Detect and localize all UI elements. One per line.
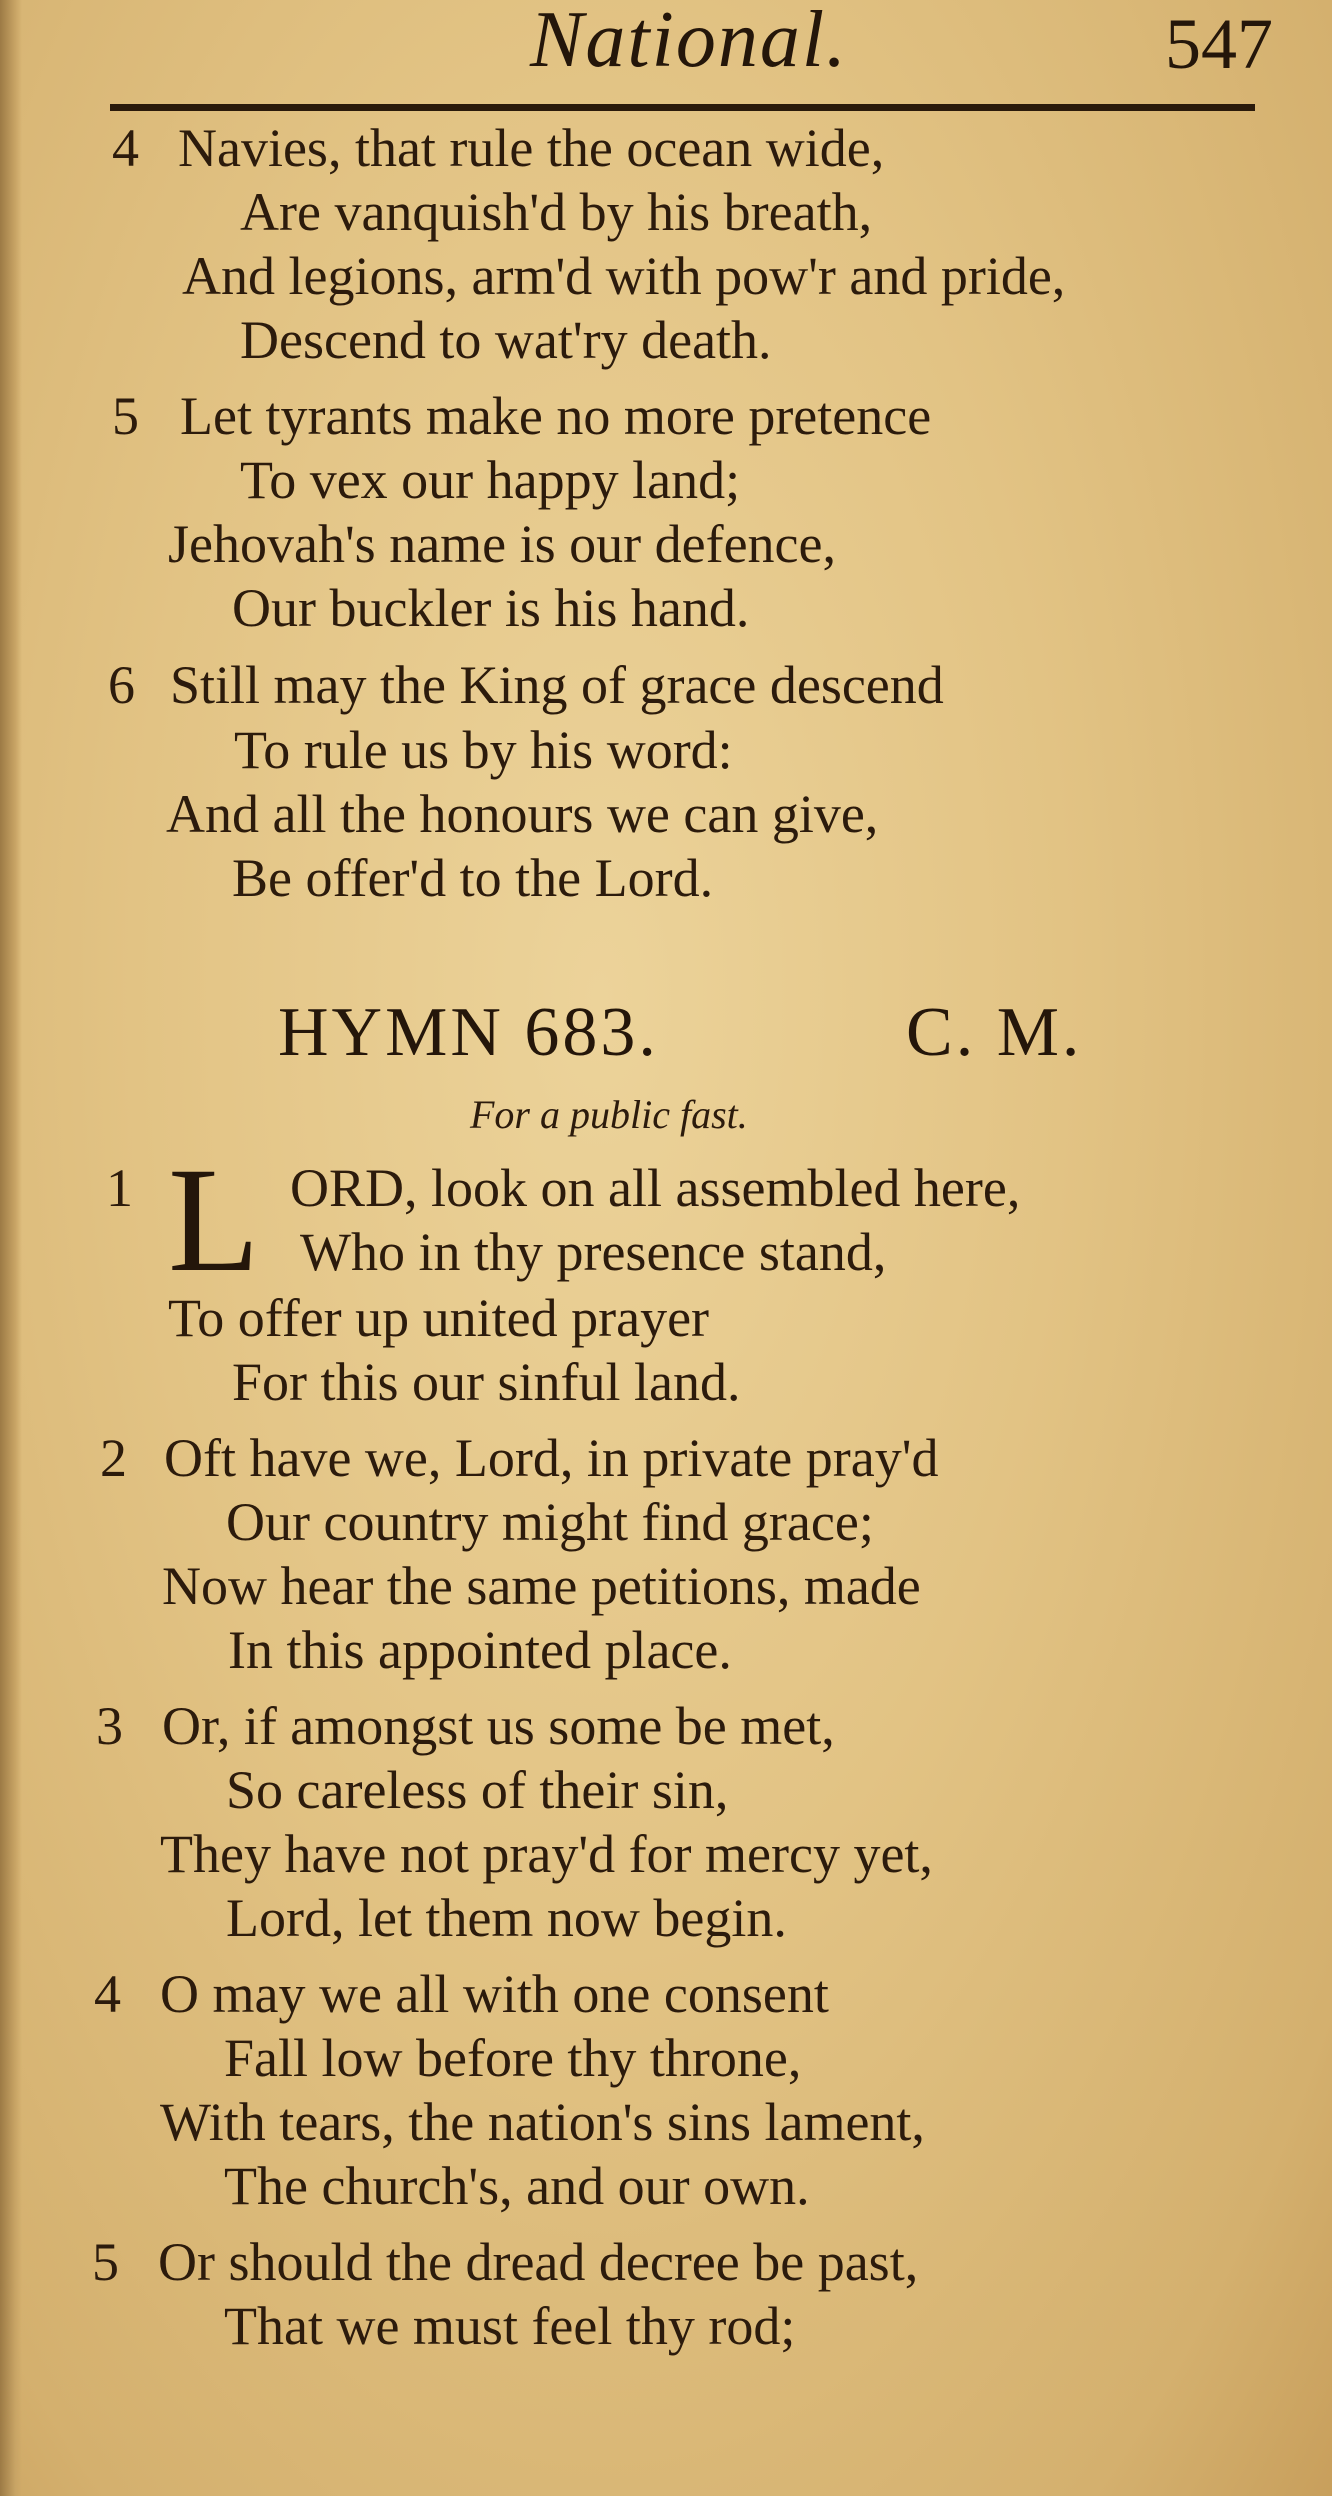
verse-line: So careless of their sin,	[226, 1760, 729, 1820]
verse-line: Navies, that rule the ocean wide,	[178, 118, 885, 178]
verse-line: Oft have we, Lord, in private pray'd	[164, 1428, 939, 1488]
verse-line: Who in thy presence stand,	[300, 1222, 887, 1282]
verse-line: They have not pray'd for mercy yet,	[160, 1824, 933, 1884]
verse-line: Our buckler is his hand.	[232, 578, 750, 638]
verse-line: To offer up united prayer	[168, 1288, 710, 1348]
verse-line: ORD, look on all assembled here,	[290, 1158, 1021, 1218]
verse-line: That we must feel thy rod;	[224, 2296, 796, 2356]
verse-line: Now hear the same petitions, made	[162, 1556, 921, 1616]
hymn-subtitle: For a public fast.	[470, 1092, 748, 1137]
verse-line: Our country might find grace;	[226, 1492, 874, 1552]
verse-number: 3	[96, 1696, 123, 1756]
verse-line: Or, if amongst us some be met,	[162, 1696, 835, 1756]
verse-line: With tears, the nation's sins lament,	[160, 2092, 925, 2152]
page-binding-edge	[0, 0, 22, 2496]
verse-line: Fall low before thy throne,	[224, 2028, 802, 2088]
verse-line: For this our sinful land.	[232, 1352, 741, 1412]
verse-line: Descend to wat'ry death.	[240, 310, 772, 370]
verse-line: The church's, and our own.	[224, 2156, 810, 2216]
hymn-title: HYMN 683.	[278, 994, 659, 1071]
verse-line: Are vanquish'd by his breath,	[240, 182, 873, 242]
verse-line: Or should the dread decree be past,	[158, 2232, 919, 2292]
verse-line: To vex our happy land;	[240, 450, 741, 510]
page-number: 547	[1165, 4, 1273, 84]
verse-number: 6	[108, 655, 135, 715]
verse-line: Jehovah's name is our defence,	[168, 514, 836, 574]
verse-line: Let tyrants make no more pretence	[180, 386, 932, 446]
verse-line: And all the honours we can give,	[166, 784, 879, 844]
drop-cap: L	[168, 1137, 260, 1303]
verse-number: 4	[94, 1964, 121, 2024]
verse-line: To rule us by his word:	[234, 720, 733, 780]
running-header-title: National.	[530, 0, 849, 84]
verse-line: Be offer'd to the Lord.	[232, 848, 714, 908]
verse-line: Still may the King of grace descend	[170, 655, 944, 715]
verse-line: O may we all with one consent	[160, 1964, 829, 2024]
verse-number: 5	[92, 2232, 119, 2292]
verse-number: 4	[112, 118, 139, 178]
hymn-meter: C. M.	[906, 994, 1083, 1071]
verse-number: 2	[100, 1428, 127, 1488]
verse-line: In this appointed place.	[228, 1620, 732, 1680]
header-rule	[110, 104, 1255, 111]
verse-line: Lord, let them now begin.	[226, 1888, 787, 1948]
verse-line: And legions, arm'd with pow'r and pride,	[182, 246, 1066, 306]
verse-number: 1	[106, 1158, 133, 1218]
verse-number: 5	[112, 386, 139, 446]
